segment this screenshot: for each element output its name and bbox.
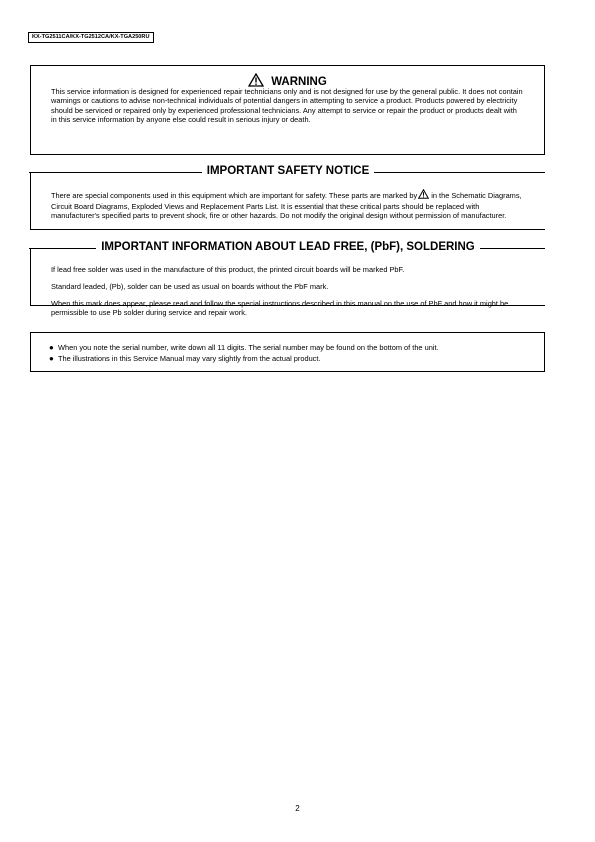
lead-free-line: Standard leaded, (Pb), solder can be used as usual on boards without the PbF mark. xyxy=(51,282,329,292)
warning-heading xyxy=(31,73,544,91)
warning-title: WARNING xyxy=(271,76,327,88)
lead-free-heading: IMPORTANT INFORMATION ABOUT LEAD FREE, (PbF), SOLDERING xyxy=(31,240,545,254)
safety-notice-section xyxy=(30,165,545,230)
model-number-tag: KX-TG2511CA/KX-TG2512CA/KX-TGA250RU xyxy=(28,32,154,43)
safety-notice-text: There are special components used in this equipment which are important for safety. These parts are marked by in the Schematic Diagrams, Circuit Board Diagrams, Exploded Views and Replacement Parts List. It is essential that these critical parts should be replaced with manufacturer's specified parts to prevent shock, fire or other hazards. Do not modify the original design without permission of manufacturer. xyxy=(51,191,522,221)
list-item xyxy=(49,342,530,353)
lead-free-line: When this mark does appear, please read and follow the special instructions described in this manual on the use of PbF and how it might be permissible to use Pb solder during service and repair work. xyxy=(51,298,509,318)
warning-box xyxy=(30,65,545,155)
page-number: 2 xyxy=(295,804,300,813)
safety-notice-heading: IMPORTANT SAFETY NOTICE xyxy=(31,164,545,178)
note-text: The illustrations in this Service Manual may vary slightly from the actual product. xyxy=(58,354,321,363)
warning-text: This service information is designed for experienced repair technicians only and is not designed for use by the general public. It does not contain warnings or cautions to advise non-technical individuals of potential dangers in attempting to service a product. Products powered by electricity should be serviced or repaired only by experienced professional technicians. Any attempt to service or repair the product or products dealt with in this service information by anyone else could result in serious injury or death. xyxy=(51,87,523,125)
warning-triangle-icon xyxy=(248,73,264,91)
caution-triangle-icon xyxy=(418,189,429,201)
bullet-icon: ● xyxy=(49,354,54,363)
bullet-icon: ● xyxy=(49,343,54,352)
note-text: When you note the serial number, write down all 11 digits. The serial number may be found on the bottom of the unit. xyxy=(58,343,439,352)
notes-box xyxy=(30,332,545,372)
lead-free-line: If lead free solder was used in the manufacture of this product, the printed circuit boards will be marked PbF. xyxy=(51,265,405,275)
list-item xyxy=(49,353,530,364)
lead-free-section xyxy=(30,241,545,318)
